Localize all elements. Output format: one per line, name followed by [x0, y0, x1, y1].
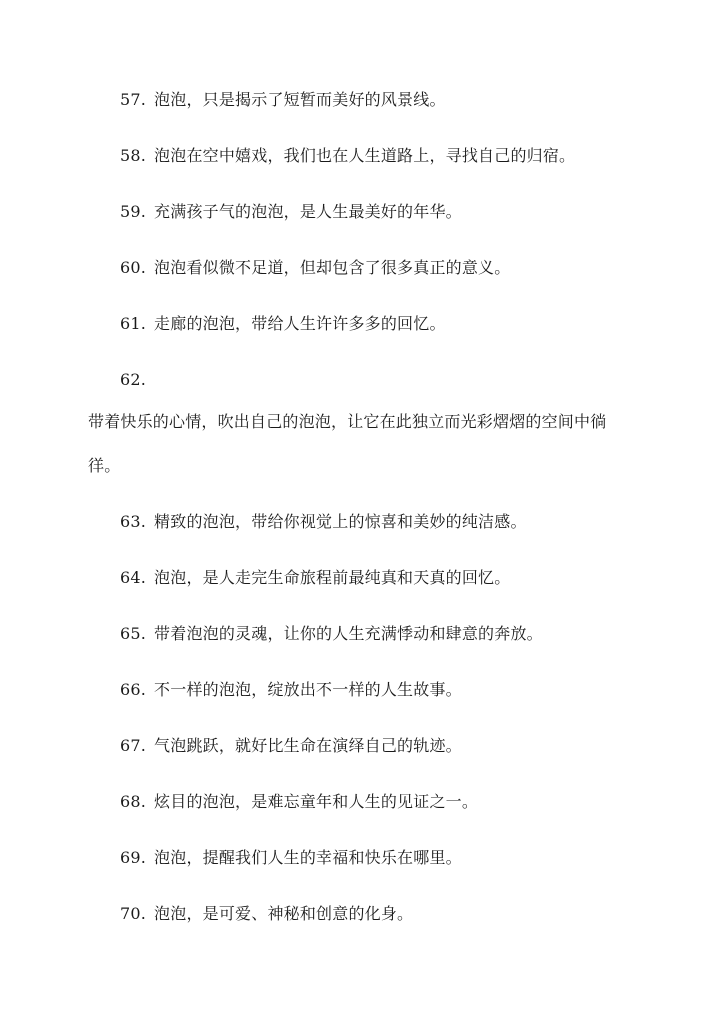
list-item	[120, 90, 446, 110]
item-text: 泡泡看似微不足道，但却包含了很多真正的意义。	[154, 258, 511, 277]
list-item	[120, 736, 462, 756]
list-item-text-line	[88, 456, 120, 476]
item-number: 69.	[120, 848, 147, 867]
list-item	[120, 848, 462, 868]
item-text: 走廊的泡泡，带给人生许许多多的回忆。	[154, 314, 446, 333]
item-text: 泡泡，提醒我们人生的幸福和快乐在哪里。	[154, 848, 462, 867]
item-number: 60.	[120, 258, 147, 277]
item-text: 不一样的泡泡，绽放出不一样的人生故事。	[154, 680, 462, 699]
item-number: 59.	[120, 202, 147, 221]
item-number: 62.	[120, 370, 147, 389]
list-item	[120, 512, 527, 532]
item-number: 58.	[120, 146, 147, 165]
list-item	[120, 258, 510, 278]
item-text: 精致的泡泡，带给你视觉上的惊喜和美妙的纯洁感。	[154, 512, 527, 531]
list-item-number-line	[120, 370, 146, 390]
list-item	[120, 146, 575, 166]
item-text: 气泡跳跃，就好比生命在演绎自己的轨迹。	[154, 736, 462, 755]
item-number: 63.	[120, 512, 147, 531]
item-number: 66.	[120, 680, 147, 699]
list-item	[120, 680, 462, 700]
item-number: 68.	[120, 792, 147, 811]
list-item	[120, 792, 478, 812]
list-item-text-line	[88, 412, 606, 432]
list-item	[120, 904, 413, 924]
item-text: 炫目的泡泡，是难忘童年和人生的见证之一。	[154, 792, 479, 811]
item-number: 57.	[120, 90, 147, 109]
item-text: 泡泡，是人走完生命旅程前最纯真和天真的回忆。	[154, 568, 511, 587]
item-number: 64.	[120, 568, 147, 587]
list-item	[120, 202, 462, 222]
item-text: 泡泡，只是揭示了短暂而美好的风景线。	[154, 90, 446, 109]
item-text: 泡泡，是可爱、神秘和创意的化身。	[154, 904, 414, 923]
item-number: 65.	[120, 624, 147, 643]
item-number: 61.	[120, 314, 147, 333]
item-number: 67.	[120, 736, 147, 755]
item-text: 带着快乐的心情，吹出自己的泡泡，让它在此独立而光彩熠熠的空间中徜	[88, 412, 607, 431]
item-text: 充满孩子气的泡泡，是人生最美好的年华。	[154, 202, 462, 221]
item-text: 泡泡在空中嬉戏，我们也在人生道路上，寻找自己的归宿。	[154, 146, 576, 165]
list-item	[120, 624, 543, 644]
list-item	[120, 568, 510, 588]
list-item	[120, 314, 446, 334]
item-text: 徉。	[88, 456, 121, 475]
item-number: 70.	[120, 904, 147, 923]
item-text: 带着泡泡的灵魂，让你的人生充满悸动和肆意的奔放。	[154, 624, 543, 643]
